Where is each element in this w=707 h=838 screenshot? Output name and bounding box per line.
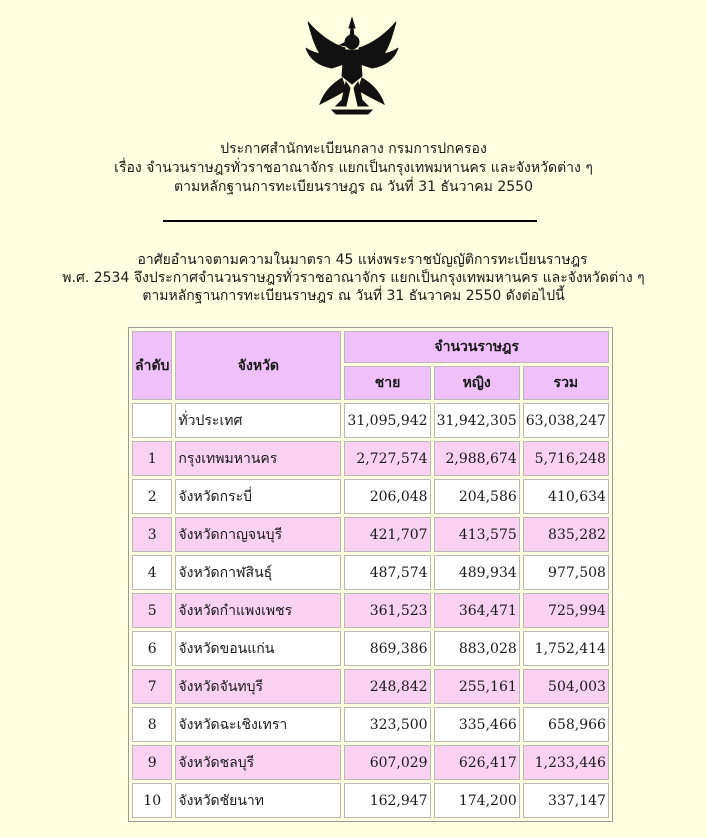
row-total: 835,282 (523, 517, 609, 552)
table-row (132, 441, 609, 476)
row-total: 977,508 (523, 555, 609, 590)
row-male: 2,727,574 (344, 441, 430, 476)
table-row (132, 517, 609, 552)
population-table (128, 327, 613, 822)
row-total: 504,003 (523, 669, 609, 704)
row-province: กรุงเทพมหานคร (175, 441, 341, 476)
divider (163, 220, 537, 222)
row-number: 5 (132, 593, 172, 628)
table-row (132, 783, 609, 818)
intro-paragraph (0, 251, 707, 305)
table-row (132, 631, 609, 666)
row-male: 361,523 (344, 593, 430, 628)
row-female: 413,575 (434, 517, 520, 552)
table-row (132, 403, 609, 438)
row-female: 2,988,674 (434, 441, 520, 476)
row-female: 31,942,305 (434, 403, 520, 438)
row-number: 7 (132, 669, 172, 704)
row-province: จังหวัดกาญจนบุรี (175, 517, 341, 552)
heading-line-1: ประกาศสำนักทะเบียนกลาง กรมการปกครอง (220, 141, 487, 157)
row-male: 31,095,942 (344, 403, 430, 438)
row-number: 3 (132, 517, 172, 552)
garuda-emblem (302, 14, 402, 118)
heading-line-3: ตามหลักฐานการทะเบียนราษฎร ณ วันที่ 31 ธันวาคม 2550 (174, 179, 533, 195)
header-population: จำนวนราษฎร (344, 331, 609, 363)
row-female: 255,161 (434, 669, 520, 704)
intro-line-1-text: อาศัยอำนาจตามความในมาตรา 45 แห่งพระราชบัญญัติการทะเบียนราษฎร (137, 252, 588, 268)
row-province: จังหวัดฉะเชิงเทรา (175, 707, 341, 742)
row-male: 421,707 (344, 517, 430, 552)
row-total: 410,634 (523, 479, 609, 514)
row-total: 725,994 (523, 593, 609, 628)
table-row (132, 479, 609, 514)
intro-line-3: ตามหลักฐานการทะเบียนราษฎร ณ วันที่ 31 ธันวาคม 2550 ดังต่อไปนี้ (142, 288, 565, 304)
table-row (132, 745, 609, 780)
row-female: 626,417 (434, 745, 520, 780)
header-order: ลำดับ (132, 331, 172, 400)
row-total: 337,147 (523, 783, 609, 818)
row-number: 10 (132, 783, 172, 818)
row-total: 5,716,248 (523, 441, 609, 476)
row-number: 9 (132, 745, 172, 780)
row-female: 883,028 (434, 631, 520, 666)
row-province: จังหวัดชัยนาท (175, 783, 341, 818)
row-province: จังหวัดขอนแก่น (175, 631, 341, 666)
row-male: 206,048 (344, 479, 430, 514)
table-row (132, 669, 609, 704)
row-number: 6 (132, 631, 172, 666)
header-total: รวม (523, 366, 609, 400)
intro-line-2: พ.ศ. 2534 จึงประกาศจำนวนราษฎรทั่วราชอาณาจักร แยกเป็นกรุงเทพมหานคร และจังหวัดต่าง ๆ (62, 270, 645, 286)
row-female: 489,934 (434, 555, 520, 590)
table-row (132, 593, 609, 628)
row-province: จังหวัดกำแพงเพชร (175, 593, 341, 628)
header-male: ชาย (344, 366, 430, 400)
intro-line-1 (0, 251, 707, 269)
row-female: 174,200 (434, 783, 520, 818)
row-province: จังหวัดจันทบุรี (175, 669, 341, 704)
row-province: จังหวัดชลบุรี (175, 745, 341, 780)
table-row (132, 555, 609, 590)
row-province: ทั่วประเทศ (175, 403, 341, 438)
row-number: 4 (132, 555, 172, 590)
header-province: จังหวัด (175, 331, 341, 400)
row-province: จังหวัดกาฬสินธุ์ (175, 555, 341, 590)
row-male: 607,029 (344, 745, 430, 780)
row-total: 1,752,414 (523, 631, 609, 666)
row-male: 869,386 (344, 631, 430, 666)
row-male: 323,500 (344, 707, 430, 742)
table-row (132, 707, 609, 742)
row-number (132, 403, 172, 438)
row-female: 335,466 (434, 707, 520, 742)
row-male: 162,947 (344, 783, 430, 818)
row-total: 63,038,247 (523, 403, 609, 438)
row-province: จังหวัดกระบี่ (175, 479, 341, 514)
row-number: 2 (132, 479, 172, 514)
heading-line-2: เรื่อง จำนวนราษฎรทั่วราชอาณาจักร แยกเป็นกรุงเทพมหานคร และจังหวัดต่าง ๆ (114, 160, 593, 176)
row-male: 248,842 (344, 669, 430, 704)
row-male: 487,574 (344, 555, 430, 590)
row-total: 1,233,446 (523, 745, 609, 780)
row-female: 364,471 (434, 593, 520, 628)
row-female: 204,586 (434, 479, 520, 514)
row-total: 658,966 (523, 707, 609, 742)
header-female: หญิง (434, 366, 520, 400)
row-number: 8 (132, 707, 172, 742)
row-number: 1 (132, 441, 172, 476)
announcement-heading (0, 140, 707, 197)
